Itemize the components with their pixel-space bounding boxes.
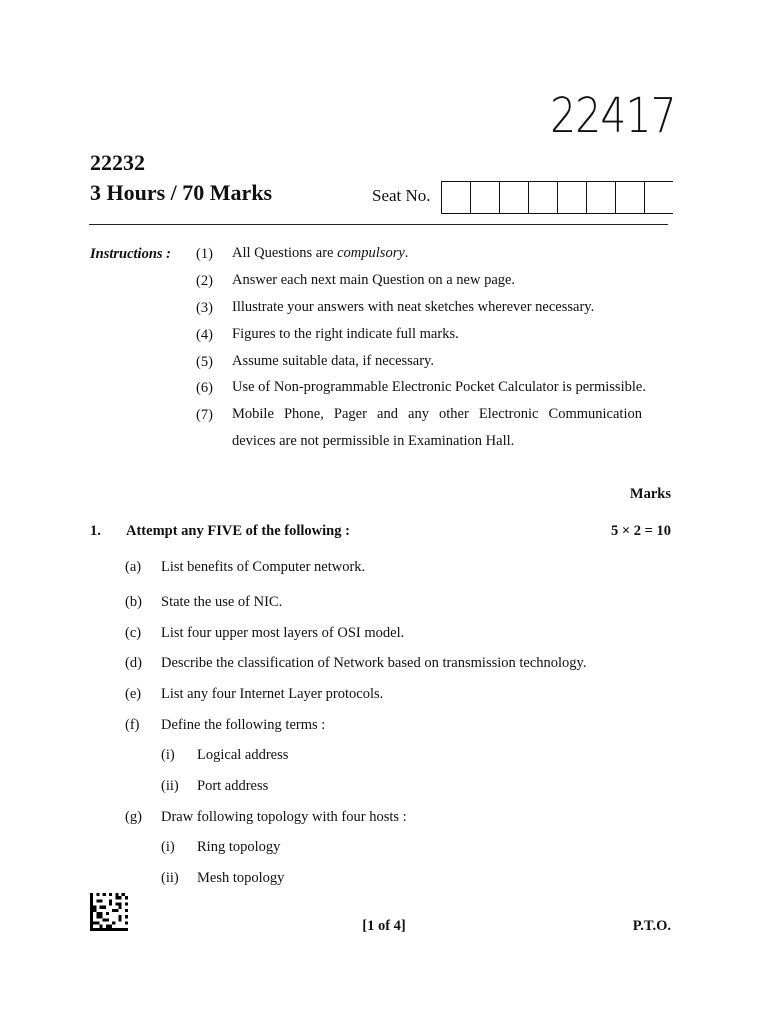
instruction-number: (4) [196, 327, 213, 343]
marks-column-heading: Marks [629, 486, 671, 502]
question-item-label: (g) [125, 809, 142, 825]
question-text: Attempt any FIVE of the following : [126, 523, 350, 539]
question-item-text: Describe the classification of Network based on transmission technology. [161, 655, 587, 671]
duration-marks: 3 Hours / 70 Marks [90, 180, 273, 205]
instruction-number: (6) [196, 380, 213, 396]
instruction-number: (5) [196, 354, 213, 370]
question-number: 1. [90, 523, 101, 539]
question-item-text: State the use of NIC. [161, 594, 283, 610]
page-indicator: [1 of 4] [362, 918, 406, 934]
seat-digit-box[interactable] [586, 182, 615, 213]
subitem-text: Mesh topology [197, 870, 285, 886]
subitem-text: Port address [197, 778, 269, 794]
seat-digit-box[interactable] [528, 182, 557, 213]
seat-number-boxes[interactable] [441, 181, 673, 214]
instruction-text: All Questions are compulsory. [232, 245, 409, 261]
subject-code: 22232 [90, 150, 145, 175]
instruction-text: Assume suitable data, if necessary. [232, 353, 434, 369]
question-marks: 5 × 2 = 10 [610, 523, 671, 539]
instruction-number: (1) [196, 246, 213, 262]
question-item-text: Draw following topology with four hosts : [161, 809, 407, 825]
seat-digit-box[interactable] [557, 182, 586, 213]
subitem-label: (ii) [161, 870, 179, 886]
instruction-text: Use of Non-programmable Electronic Pocket Calculator is permissible. [232, 379, 646, 395]
subitem-label: (i) [161, 747, 175, 763]
question-item-text: List four upper most layers of OSI model. [161, 625, 405, 641]
header-divider [89, 224, 668, 225]
instruction-number: (3) [196, 300, 213, 316]
question-item-label: (f) [125, 717, 140, 733]
instruction-text: Figures to the right indicate full marks. [232, 326, 459, 342]
instruction-number: (2) [196, 273, 213, 289]
subitem-text: Logical address [197, 747, 289, 763]
question-item-label: (b) [125, 594, 142, 610]
seat-digit-box[interactable] [644, 182, 673, 213]
question-item-text: Define the following terms : [161, 717, 326, 733]
instruction-emphasis: compulsory [337, 245, 405, 261]
seat-digit-box[interactable] [499, 182, 528, 213]
question-item-label: (c) [125, 625, 142, 641]
instruction-text: Mobile Phone, Pager and any other Electronic Communication devices are not permissible in Examination Hall. [232, 406, 642, 449]
paper-code: 22417 [550, 88, 676, 144]
subitem-text: Ring topology [197, 839, 281, 855]
question-item-label: (a) [125, 559, 142, 575]
seat-digit-box[interactable] [615, 182, 644, 213]
instructions-label: Instructions : [90, 246, 171, 262]
seat-digit-box[interactable] [470, 182, 499, 213]
instruction-text: Answer each next main Question on a new page. [232, 272, 516, 288]
subitem-label: (ii) [161, 778, 179, 794]
question-item-text: List benefits of Computer network. [161, 559, 366, 575]
subitem-label: (i) [161, 839, 175, 855]
question-item-label: (d) [125, 655, 142, 671]
seat-digit-box[interactable] [441, 182, 470, 213]
instruction-number: (7) [196, 407, 213, 423]
instruction-text: Illustrate your answers with neat sketches wherever necessary. [232, 299, 595, 315]
question-item-label: (e) [125, 686, 142, 702]
question-item-text: List any four Internet Layer protocols. [161, 686, 384, 702]
seat-number-label: Seat No. [372, 186, 431, 205]
pto-label: P.T.O. [632, 918, 671, 934]
